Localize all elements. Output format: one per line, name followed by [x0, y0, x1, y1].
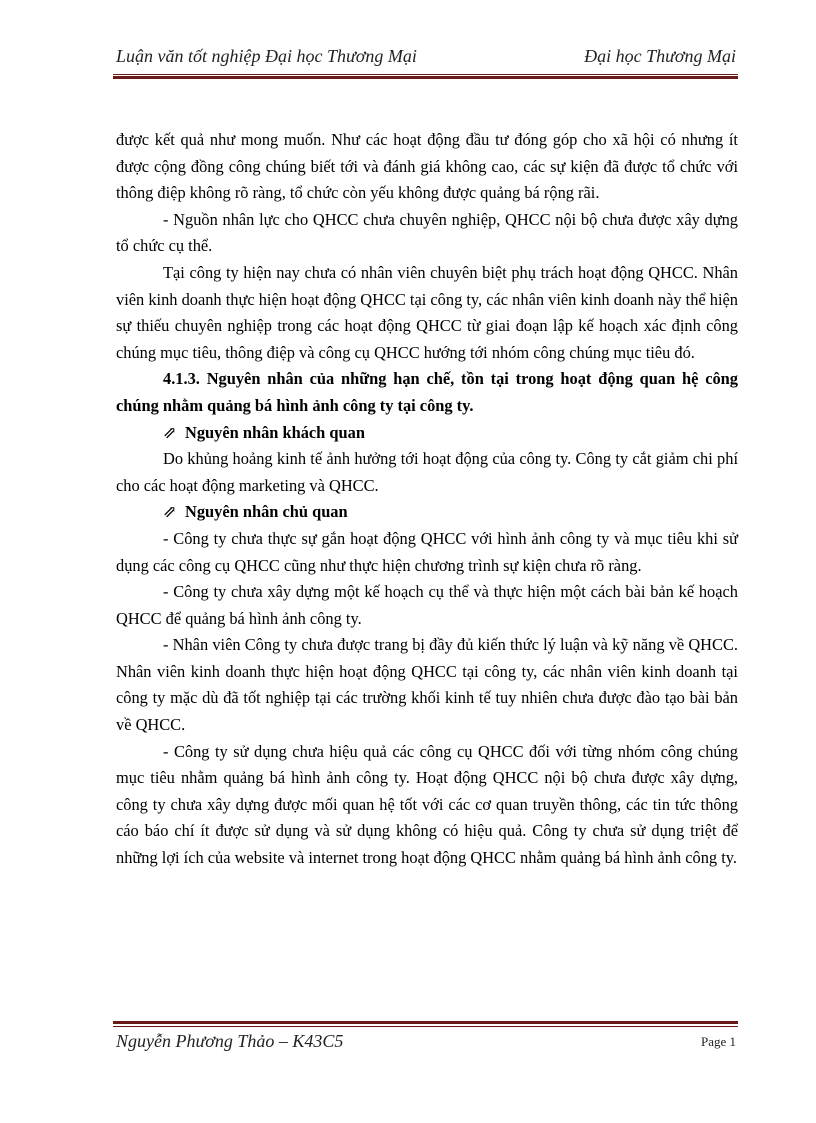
paragraph: - Công ty sử dụng chưa hiệu quả các công cụ QHCC đối với từng nhóm công chúng mục tiêu nhằm quảng bá hình ảnh công ty. Hoạt động QHCC nội bộ chưa được xây dựng, công ty chưa xây dựng được mối quan hệ tốt với các cơ quan truyền thông, các tin tức thông cáo báo chí ít được sử dụng và sử dụng không có hiệu quả. Công ty chưa sử dụng triệt để những lợi ích của website và internet trong hoạt động QHCC nhằm quảng bá hình ảnh công ty. [116, 741, 738, 868]
header-rule-thin [113, 74, 738, 75]
bullet-heading-text: Nguyên nhân khách quan [185, 422, 365, 442]
page-header [116, 46, 736, 67]
header-rule-thick [113, 76, 738, 79]
bullet-heading [116, 499, 738, 526]
paragraph: Do khủng hoảng kinh tế ảnh hưởng tới hoạt động của công ty. Công ty cắt giảm chi phí cho các hoạt động marketing và QHCC. [116, 449, 738, 495]
paragraph: - Nguồn nhân lực cho QHCC chưa chuyên nghiệp, QHCC nội bộ chưa được xây dựng tổ chức cụ thể. [116, 209, 738, 256]
footer-author: Nguyễn Phương Thảo – K43C5 [116, 1031, 344, 1051]
paragraph: - Nhân viên Công ty chưa được trang bị đầy đủ kiến thức lý luận và kỹ năng về QHCC. Nhân viên kinh doanh thực hiện hoạt động QHCC tại công ty, các nhân viên kinh doanh tại công ty mặc dù đã tốt nghiệp tại các trường khối kinh tế tuy nhiên chưa được đào tạo bài bản về QHCC. [116, 635, 738, 735]
arrow-bullet-icon: ⇗ [163, 422, 177, 442]
paragraph: - Công ty chưa thực sự gắn hoạt động QHCC với hình ảnh công ty và mục tiêu khi sử dụng các công cụ QHCC cũng như thực hiện chương trình sự kiện chưa rõ ràng. [116, 528, 738, 575]
paragraph: Tại công ty hiện nay chưa có nhân viên chuyên biệt phụ trách hoạt động QHCC. Nhân viên kinh doanh thực hiện hoạt động QHCC tại công ty, các nhân viên kinh doanh này thể hiện sự thiếu chuyên nghiệp trong các hoạt động QHCC từ giai đoạn lập kế hoạch xác định công chúng mục tiêu, thông điệp và công cụ QHCC hướng tới nhóm công chúng mục tiêu đó. [116, 262, 738, 362]
paragraph: - Công ty chưa xây dựng một kế hoạch cụ thể và thực hiện một cách bài bản kế hoạch QHCC để quảng bá hình ảnh công ty. [116, 582, 738, 628]
document-body [116, 127, 738, 872]
bullet-heading [116, 420, 738, 447]
footer-rule-thick [113, 1021, 738, 1024]
section-heading: 4.1.3. Nguyên nhân của những hạn chế, tồn tại trong hoạt động quan hệ công chúng nhằm quảng bá hình ảnh công ty tại công ty. [116, 369, 738, 415]
page-number: Page 1 [700, 1034, 736, 1049]
arrow-bullet-icon: ⇗ [163, 502, 177, 522]
paragraph: được kết quả như mong muốn. Như các hoạt động đầu tư đóng góp cho xã hội có nhưng ít được cộng đồng công chúng biết tới và đánh giá không cao, các sự kiện đã được tổ chức với thông điệp không rõ ràng, tổ chức còn yếu không được quảng bá rộng rãi. [116, 130, 738, 203]
bullet-heading-text: Nguyên nhân chủ quan [185, 502, 348, 522]
header-right-title: Đại học Thương Mại [584, 46, 736, 66]
footer-rule-thin [113, 1026, 738, 1027]
header-left-title: Luận văn tốt nghiệp Đại học Thương Mại [116, 46, 417, 66]
